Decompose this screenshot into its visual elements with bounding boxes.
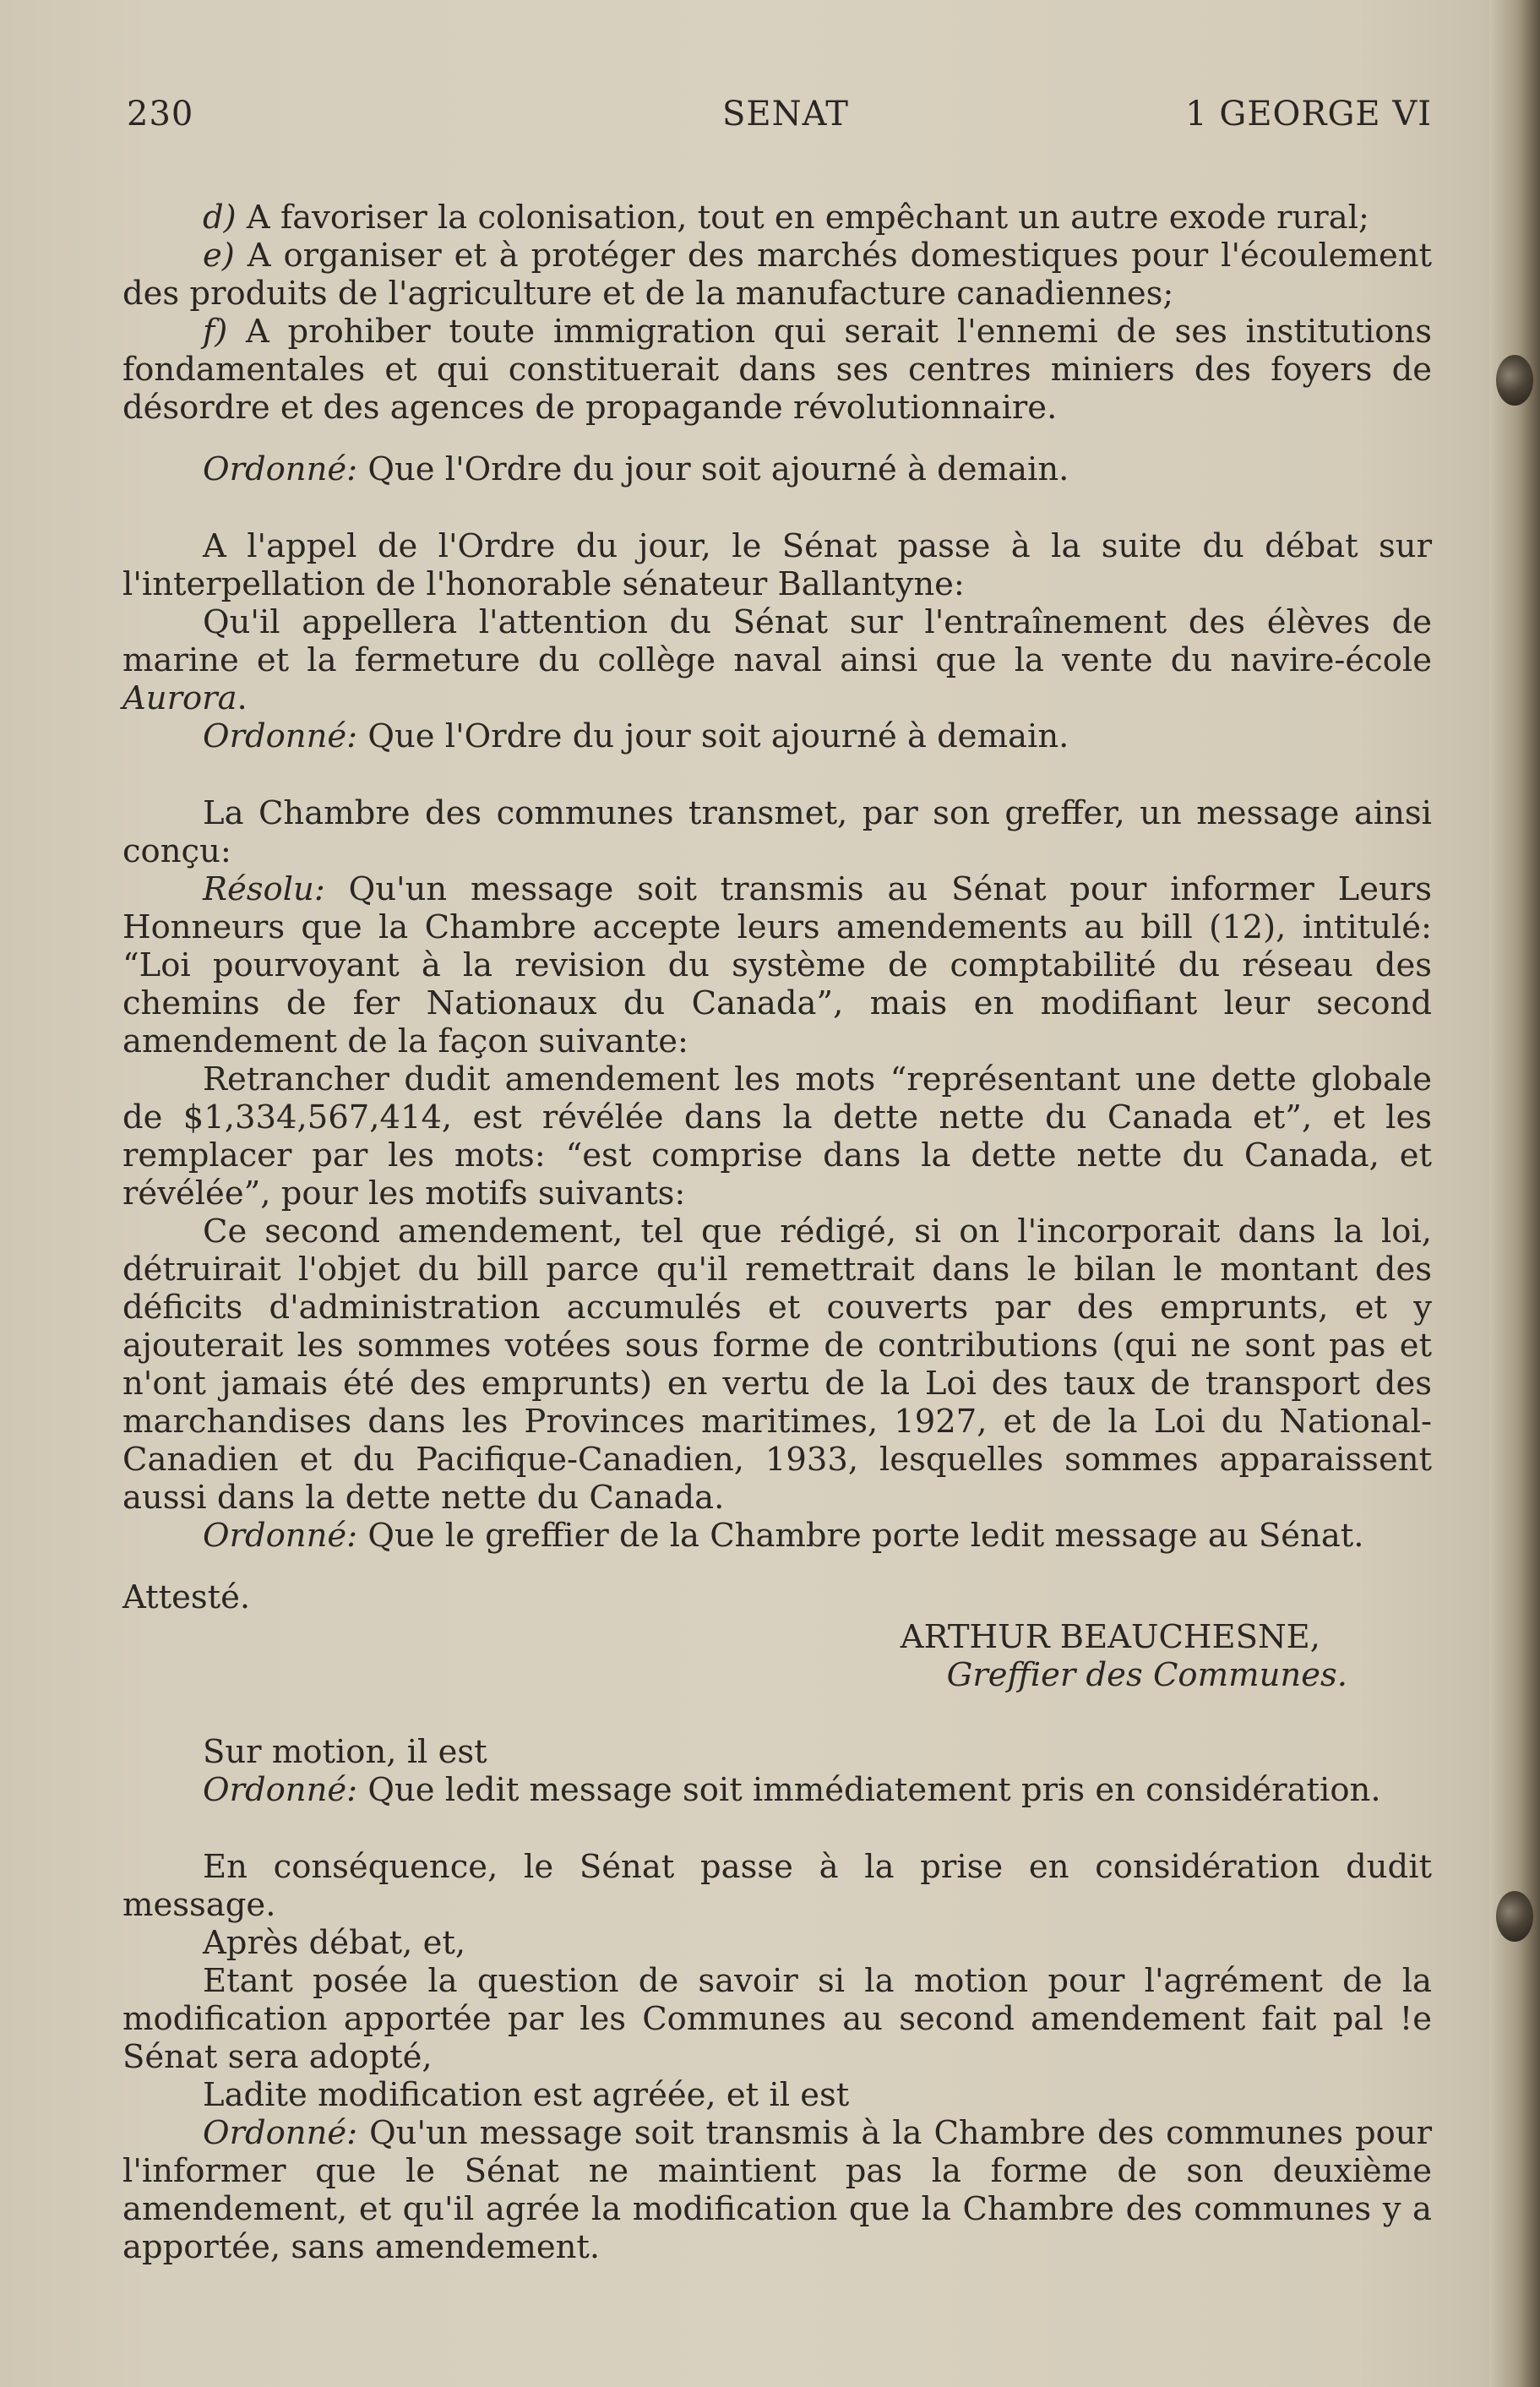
order-label: Ordonné: [203, 1517, 358, 1555]
page-number: 230 [127, 95, 194, 134]
paragraph [122, 1213, 1432, 1517]
paragraph-text: Qu'il appellera l'attention du Sénat sur l'entraînement des élèves de marine et la fermeture du collège naval ainsi que la vente du navire-école [122, 603, 1432, 679]
paragraph [122, 2076, 1432, 2114]
ship-name: Aurora [122, 679, 237, 717]
clause-text: A organiser et à protéger des marchés domestiques pour l'écoulement des produits de l'agriculture et de la manufacture canadiennes; [122, 237, 1432, 313]
signature-role: Greffier des Communes. [946, 1656, 1347, 1694]
paragraph-text: En conséquence, le Sénat passe à la prise en considération dudit message. [122, 1848, 1432, 1924]
attestation: Attesté. [122, 1578, 251, 1616]
paragraph-text: Après débat, et, [203, 1924, 466, 1962]
journal-body [122, 199, 1432, 2266]
resolution-label: Résolu: [203, 870, 325, 908]
order-text: Que l'Ordre du jour soit ajourné à demain. [357, 450, 1069, 488]
clause-d [122, 199, 1432, 237]
running-title: SENAT [722, 95, 849, 134]
signature-name: ARTHUR BEAUCHESNE, [900, 1618, 1320, 1656]
order-paragraph [122, 450, 1432, 488]
clause-text: A prohiber toute immigration qui serait l'ennemi de ses institutions fondamentales et qui constituerait dans ses centres miniers des foyers de désordre et des agences de propagande révolutionnaire. [122, 313, 1432, 427]
order-label: Ordonné: [203, 450, 358, 488]
order-text: Que ledit message soit immédiatement pris en considération. [357, 1771, 1381, 1809]
order-label: Ordonné: [203, 717, 358, 755]
paragraph-text: Etant posée la question de savoir si la motion pour l'agrément de la modification apportée par les Communes au second amendement fait pal !e Sénat sera adopté, [122, 1962, 1432, 2076]
paragraph [122, 1733, 1432, 1771]
order-paragraph [122, 717, 1432, 755]
binder-ring-bottom [1496, 1891, 1533, 1942]
binder-ring-top [1496, 355, 1533, 406]
paragraph [122, 1060, 1432, 1213]
paragraph-text: Ce second amendement, tel que rédigé, si on l'incorporait dans la loi, détruirait l'objet du bill parce qu'il remettrait dans le bilan le montant des déficits d'administration accumulés et couverts par des emprunts, et y ajouterait les sommes votées sous forme de contributions (qui ne sont pas et n'ont jamais été des emprunts) en vertu de la Loi des taux de transport des marchandises dans les Provinces maritimes, 1927, et de la Loi du National-Canadien et du Pacifique-Canadien, 1933, lesquelles sommes apparaissent aussi dans la dette nette du Canada. [122, 1213, 1432, 1517]
order-paragraph [122, 2114, 1432, 2266]
order-paragraph [122, 1517, 1432, 1555]
order-label: Ordonné: [203, 2114, 358, 2152]
paragraph-text: A l'appel de l'Ordre du jour, le Sénat passe à la suite du débat sur l'interpellation de l'honorable sénateur Ballantyne: [122, 527, 1432, 603]
regnal-year: 1 GEORGE VI [1185, 95, 1432, 134]
paragraph-end: . [237, 679, 248, 717]
resolution-text: Qu'un message soit transmis au Sénat pour informer Leurs Honneurs que la Chambre accepte leurs amendements au bill (12), intitulé: “Loi pourvoyant à la revision du système de comptabilité du réseau des chemins de fer Nationaux du Canada”, mais en modifiant leur second amendement de la façon suivante: [122, 870, 1432, 1060]
paragraph [122, 1924, 1432, 1962]
clause-marker: d) [203, 199, 237, 237]
clause-marker: f) [203, 313, 228, 351]
paragraph [122, 527, 1432, 603]
paragraph [122, 1848, 1432, 1924]
clause-marker: e) [203, 237, 235, 275]
clause-e [122, 237, 1432, 313]
resolution-paragraph [122, 870, 1432, 1060]
paragraph [122, 794, 1432, 870]
order-text: Que l'Ordre du jour soit ajourné à demain. [357, 717, 1069, 755]
order-text: Que le greffier de la Chambre porte ledit message au Sénat. [357, 1517, 1364, 1555]
paragraph [122, 603, 1432, 717]
order-label: Ordonné: [203, 1771, 358, 1809]
order-paragraph [122, 1771, 1432, 1809]
clause-f [122, 313, 1432, 427]
paragraph-text: Ladite modification est agréée, et il est [203, 2076, 850, 2114]
paragraph-text: La Chambre des communes transmet, par son greffer, un message ainsi conçu: [122, 794, 1432, 870]
paragraph [122, 1962, 1432, 2076]
running-header [127, 95, 1432, 145]
order-text: Qu'un message soit transmis à la Chambre des communes pour l'informer que le Sénat ne maintient pas la forme de son deuxième amendement, et qu'il agrée la modification que la Chambre des communes y a apportée, sans amendement. [122, 2114, 1432, 2266]
clause-text: A favoriser la colonisation, tout en empêchant un autre exode rural; [236, 199, 1369, 237]
paragraph-text: Sur motion, il est [203, 1733, 487, 1771]
paragraph-text: Retrancher dudit amendement les mots “représentant une dette globale de $1,334,567,414, est révélée dans la dette nette du Canada et”, et les remplacer par les mots: “est comprise dans la dette nette du Canada, et révélée”, pour les motifs suivants: [122, 1060, 1432, 1213]
